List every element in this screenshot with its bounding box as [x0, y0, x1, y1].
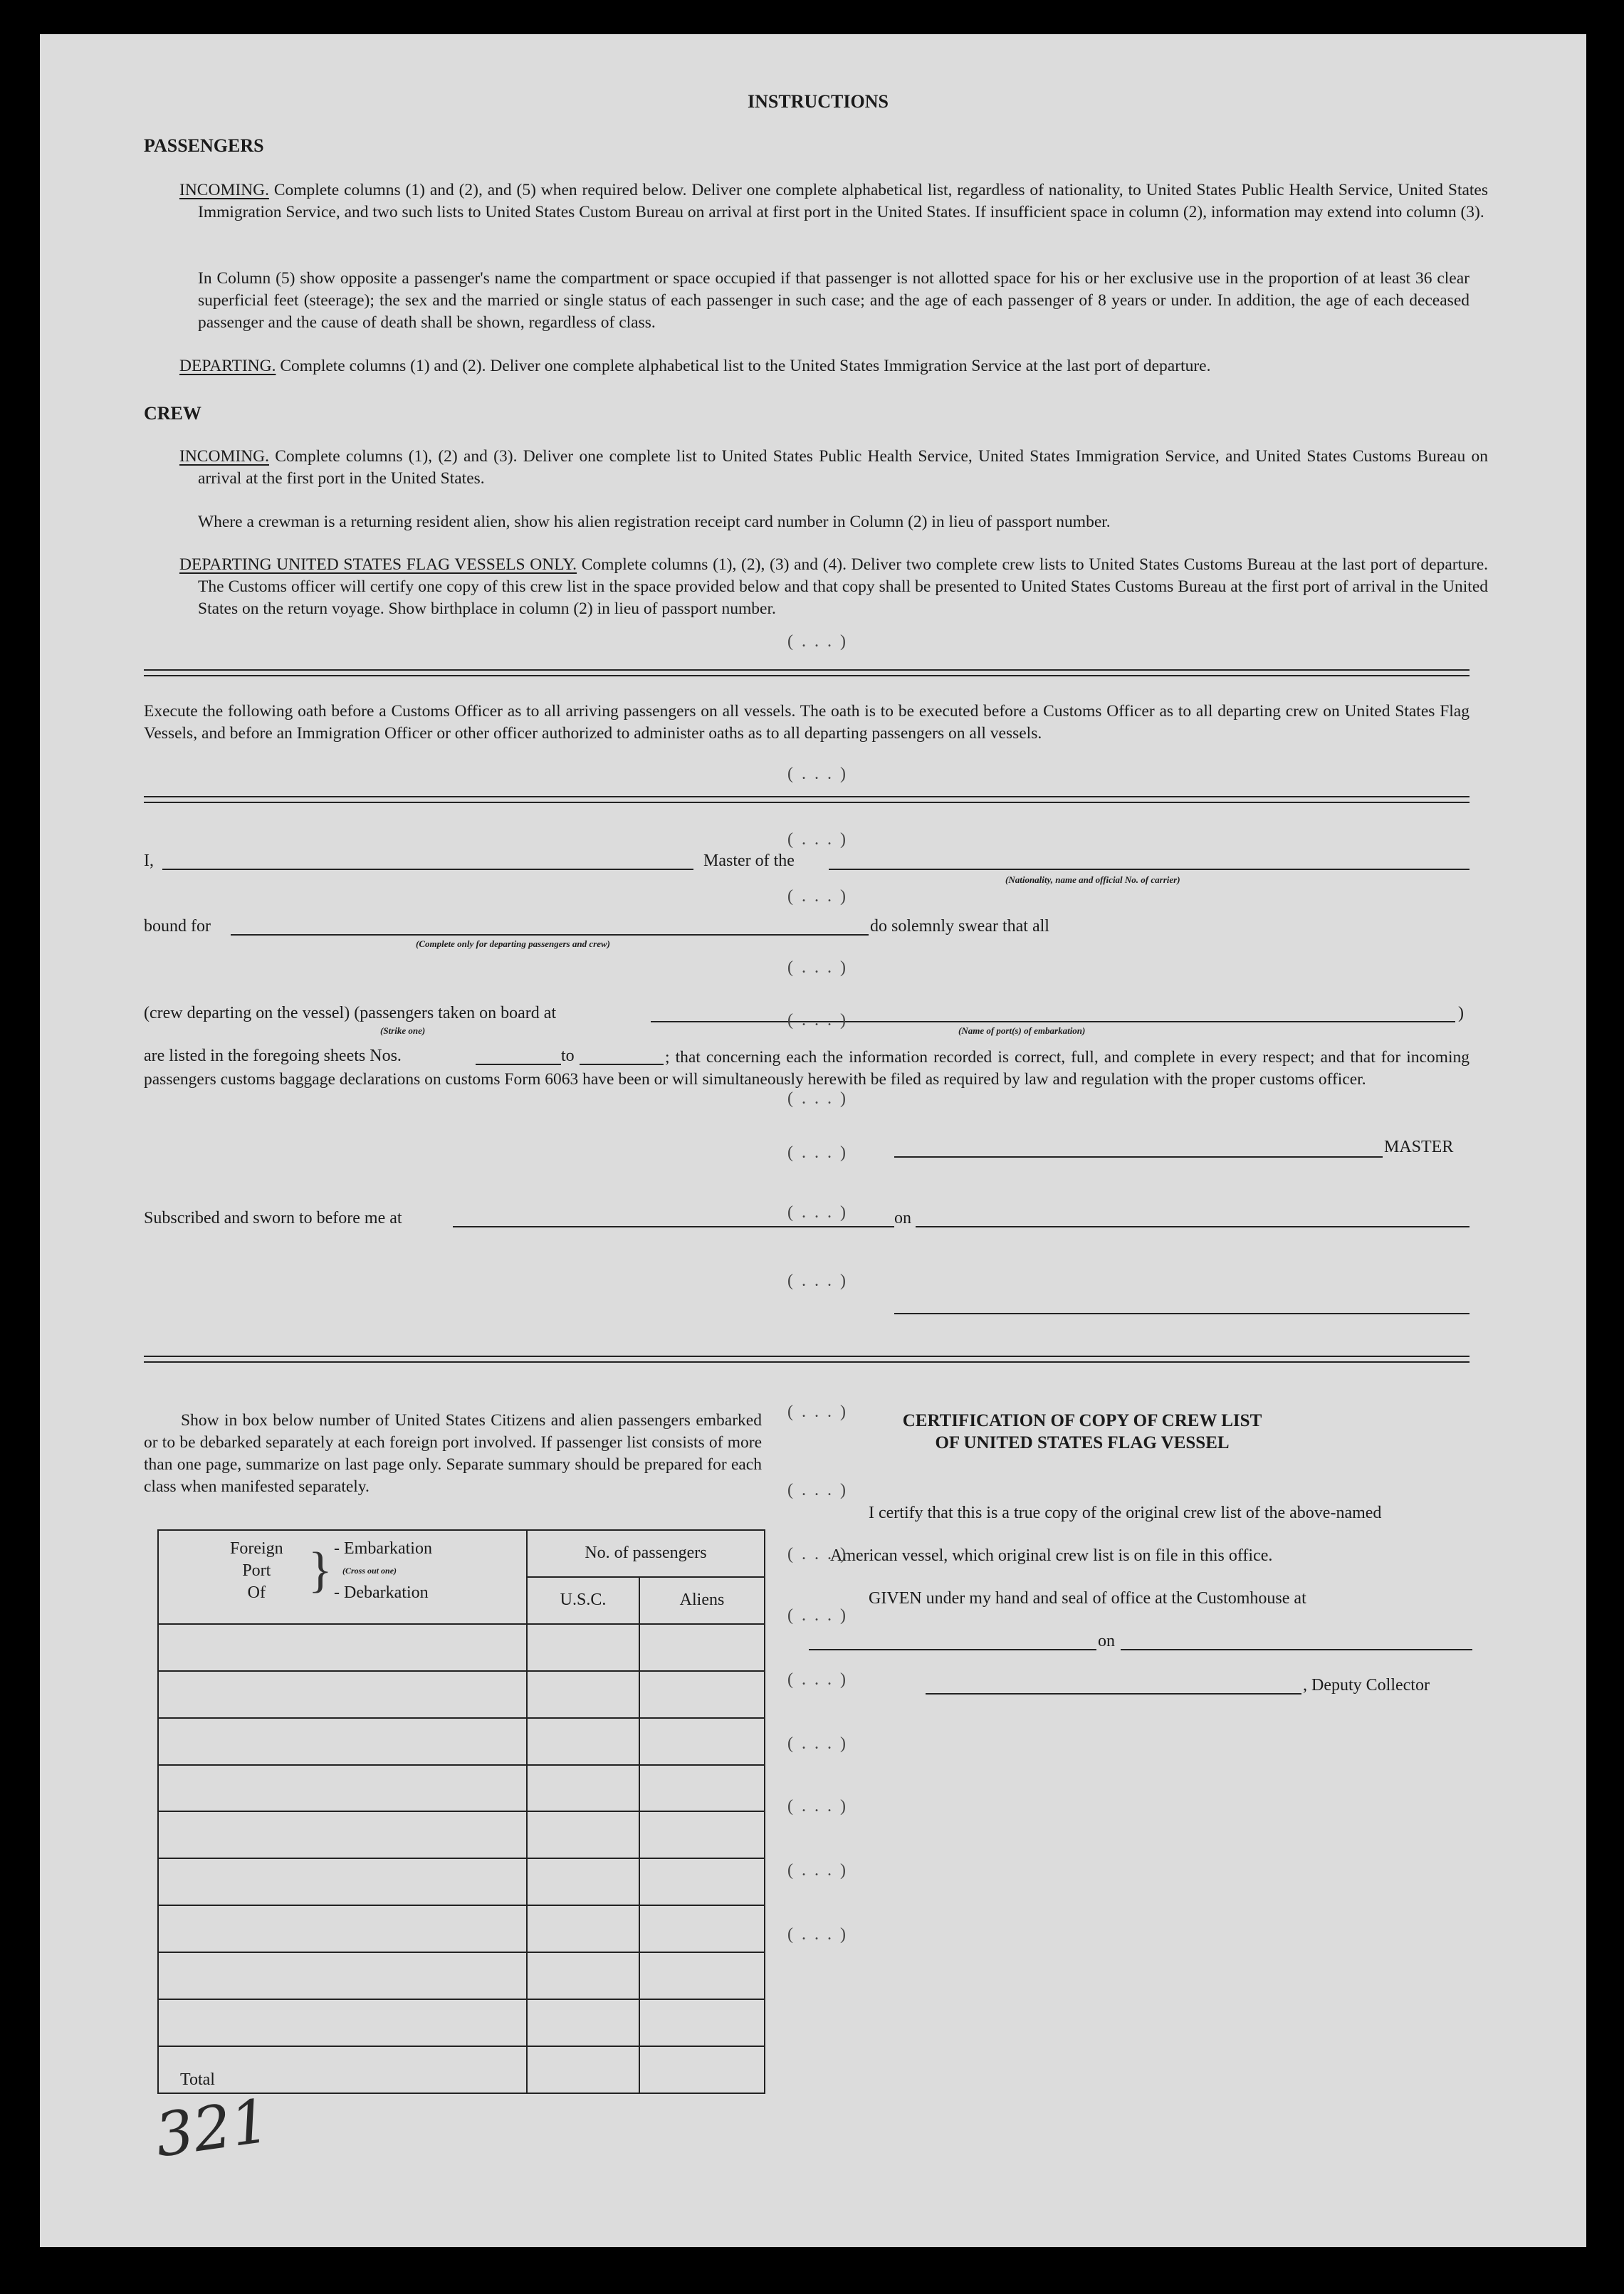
certification-title	[854, 1410, 1310, 1454]
aliens-cell[interactable]	[639, 1718, 765, 1765]
subscribed-on-label: on	[894, 1209, 911, 1227]
aliens-header: Aliens	[639, 1577, 765, 1624]
port-cell[interactable]	[158, 1811, 527, 1858]
bleed-mark: ( . . . )	[787, 1203, 848, 1222]
total-label: Total	[158, 2046, 527, 2093]
bleed-mark: ( . . . )	[787, 887, 848, 906]
bleed-mark: ( . . . )	[787, 1403, 848, 1421]
table-row[interactable]	[158, 1952, 765, 1999]
deputy-collector-signature-field[interactable]	[926, 1693, 1301, 1695]
crew-incoming-paragraph	[179, 446, 1488, 490]
master-name-field[interactable]	[162, 869, 693, 870]
passengers-departing-label: DEPARTING.	[179, 357, 276, 375]
usc-cell[interactable]	[527, 1765, 639, 1812]
bleed-mark: ( . . . )	[787, 1670, 848, 1689]
usc-cell[interactable]	[527, 1999, 639, 2046]
usc-cell[interactable]	[527, 1905, 639, 1952]
bleed-mark: ( . . . )	[787, 1272, 848, 1290]
debarkation-option[interactable]: - Debarkation	[334, 1583, 429, 1602]
subscribed-date-field[interactable]	[916, 1226, 1470, 1227]
bleed-mark: ( . . . )	[787, 1481, 848, 1499]
usc-cell[interactable]	[527, 1952, 639, 1999]
embarkation-ports-field[interactable]	[651, 1021, 1455, 1022]
passengers-departing-text: Complete columns (1) and (2). Deliver one complete alphabetical list to the United States Immigration Service at the last port of departure.	[280, 357, 1211, 375]
passengers-column5-paragraph: In Column (5) show opposite a passenger's name the compartment or space occupied if that passenger is not allotted space for his or her exclusive use in the proportion of at least 36 clear superficial feet (steerage); the sex and the married or single status of each passenger in such case; and the age of each passenger of 8 years or under. In addition, the age of each deceased passenger and the cause of death shall be shown, regardless of class.	[198, 269, 1470, 332]
handwritten-number: 321	[150, 2085, 274, 2171]
crew-heading: CREW	[144, 403, 201, 424]
close-paren: )	[1458, 1004, 1464, 1022]
passengers-incoming-label: INCOMING.	[179, 181, 269, 199]
subscribed-label: Subscribed and sworn to before me at	[144, 1209, 402, 1227]
port-cell[interactable]	[158, 1765, 527, 1812]
bleed-mark: ( . . . )	[787, 1011, 848, 1030]
foreign-port-header	[158, 1530, 527, 1624]
aliens-cell[interactable]	[639, 1999, 765, 2046]
aliens-cell[interactable]	[639, 1671, 765, 1718]
to-label: to	[561, 1047, 575, 1065]
master-of-the-label: Master of the	[703, 852, 795, 870]
num-passengers-header: No. of passengers	[527, 1530, 765, 1577]
table-row[interactable]	[158, 1905, 765, 1952]
ports-caption: (Name of port(s) of embarkation)	[958, 1025, 1086, 1036]
usc-cell[interactable]	[527, 1671, 639, 1718]
aliens-cell[interactable]	[639, 1905, 765, 1952]
crew-incoming-label: INCOMING.	[179, 447, 269, 466]
carrier-caption: (Nationality, name and official No. of carrier)	[1005, 874, 1180, 885]
subscribed-place-field[interactable]	[453, 1226, 894, 1227]
strike-caption: (Strike one)	[380, 1025, 426, 1036]
bleed-mark: ( . . . )	[787, 1734, 848, 1753]
port-cell[interactable]	[158, 1999, 527, 2046]
master-signature-field[interactable]	[894, 1156, 1383, 1158]
crew-departing-label: DEPARTING UNITED STATES FLAG VESSELS ONLY.	[179, 555, 577, 574]
american-text: American vessel, which original crew list is on file in this office.	[830, 1546, 1273, 1565]
of-word: Of	[247, 1583, 266, 1602]
table-row[interactable]	[158, 1999, 765, 2046]
table-row[interactable]	[158, 1671, 765, 1718]
passengers-departing-paragraph	[179, 355, 1470, 377]
divider-rule	[144, 796, 1470, 797]
given-text: GIVEN under my hand and seal of office at the Customhouse at	[869, 1589, 1306, 1608]
officer-signature-field[interactable]	[894, 1313, 1470, 1314]
port-cell[interactable]	[158, 1952, 527, 1999]
page-title: INSTRUCTIONS	[748, 91, 889, 112]
bound-for-field[interactable]	[231, 934, 869, 936]
passengers-incoming-paragraph	[179, 179, 1488, 224]
port-word: Port	[242, 1561, 271, 1580]
aliens-cell[interactable]	[639, 1858, 765, 1905]
swear-label: do solemnly swear that all	[870, 917, 1049, 936]
divider-rule	[144, 669, 1470, 671]
oath-remainder-text: ; that concerning each the information recorded is correct, full, and complete in every respect; and that for incoming passengers customs baggage declarations on customs Form 6063 have been or will simultaneously herewith be filed as required by law and regulation with the proper customs officer.	[144, 1048, 1470, 1089]
bleed-mark: ( . . . )	[787, 1606, 848, 1625]
crew-resident-paragraph: Where a crewman is a returning resident alien, show his alien registration receipt card number in Column (2) in lieu of passport number.	[198, 513, 1111, 531]
crew-incoming-text: Complete columns (1), (2) and (3). Deliver one complete list to United States Public Health Service, United States Immigration Service, and United States Customs Bureau on arrival at the first port in the United States.	[198, 447, 1488, 488]
port-cell[interactable]	[158, 1671, 527, 1718]
cross-out-caption: (Cross out one)	[342, 1566, 397, 1576]
aliens-cell[interactable]	[639, 1811, 765, 1858]
listed-in-label: are listed in the foregoing sheets Nos.	[144, 1047, 402, 1065]
carrier-field[interactable]	[829, 869, 1470, 870]
crew-departing-paragraph	[179, 554, 1488, 620]
usc-cell[interactable]	[527, 1811, 639, 1858]
bleed-mark: ( . . . )	[787, 1545, 848, 1564]
aliens-cell[interactable]	[639, 1624, 765, 1671]
master-label: MASTER	[1384, 1138, 1454, 1156]
port-cell[interactable]	[158, 1718, 527, 1765]
bleed-mark: ( . . . )	[787, 1143, 848, 1162]
bound-for-label: bound for	[144, 917, 211, 936]
usc-cell[interactable]	[527, 1718, 639, 1765]
oath-remainder	[144, 1047, 1470, 1091]
bleed-mark: ( . . . )	[787, 1861, 848, 1880]
bleed-mark: ( . . . )	[787, 830, 848, 849]
summary-instruction: Show in box below number of United States Citizens and alien passengers embarked or to be debarked separately at each foreign port involved. If passenger list consists of more than one page, summarize on last page only. Separate summary should be prepared for each class when manifested separately.	[144, 1411, 762, 1496]
customhouse-place-field[interactable]	[809, 1649, 1096, 1650]
usc-cell[interactable]	[527, 1624, 639, 1671]
bleed-mark: ( . . . )	[787, 1089, 848, 1108]
divider-rule	[144, 1361, 1470, 1363]
certification-on-label: on	[1098, 1632, 1115, 1650]
port-cell[interactable]	[158, 1858, 527, 1905]
crew-departing-text: Complete columns (1), (2), (3) and (4). Deliver two complete crew lists to United States Customs Bureau at the last port of departure. The Customs officer will certify one copy of this crew list in the space provided below and that copy shall be presented to United States Customs Bureau at the first port of arrival in the United States on the return voyage. Show birthplace in column (2) in lieu of passport number.	[198, 555, 1488, 618]
oath-instruction-paragraph: Execute the following oath before a Customs Officer as to all arriving passengers on all vessels. The oath is to be executed before a Customs Officer as to all departing crew on United States Flag Vessels, and before an Immigration Officer or other officer authorized to administer oaths as to all departing passengers on all vessels.	[144, 702, 1470, 743]
certification-title-line1: CERTIFICATION OF COPY OF CREW LIST	[902, 1411, 1262, 1430]
passengers-incoming-text: Complete columns (1) and (2), and (5) when required below. Deliver one complete alphabetical list, regardless of nationality, to United States Public Health Service, United States Immigration Service, and two such lists to United States Custom Bureau on arrival at first port in the United States. If insufficient space in column (2), information may extend into column (3).	[198, 181, 1489, 221]
table-row[interactable]	[158, 1718, 765, 1765]
passengers-heading: PASSENGERS	[144, 135, 264, 156]
oath-i-label: I,	[144, 852, 154, 870]
bleed-mark: ( . . . )	[787, 632, 848, 651]
certify-text: I certify that this is a true copy of the original crew list of the above-named	[869, 1504, 1382, 1522]
embarkation-option[interactable]: - Embarkation	[334, 1539, 432, 1558]
foreign-port-words	[230, 1538, 283, 1604]
usc-cell[interactable]	[527, 1858, 639, 1905]
bleed-mark: ( . . . )	[787, 1797, 848, 1816]
table-row[interactable]	[158, 1858, 765, 1905]
certification-title-line2: OF UNITED STATES FLAG VESSEL	[935, 1433, 1230, 1452]
total-aliens-cell[interactable]	[639, 2046, 765, 2093]
passenger-summary-table	[157, 1529, 765, 2094]
total-row[interactable]	[158, 2046, 765, 2093]
certification-date-field[interactable]	[1121, 1649, 1472, 1650]
bleed-mark: ( . . . )	[787, 958, 848, 977]
deputy-collector-label: , Deputy Collector	[1303, 1676, 1430, 1695]
table-row[interactable]	[158, 1811, 765, 1858]
table-row[interactable]	[158, 1765, 765, 1812]
bleed-mark: ( . . . )	[787, 1925, 848, 1944]
divider-rule	[144, 675, 1470, 676]
aliens-cell[interactable]	[639, 1952, 765, 1999]
divider-rule	[144, 802, 1470, 803]
port-cell[interactable]	[158, 1624, 527, 1671]
embark-options	[334, 1538, 432, 1604]
aliens-cell[interactable]	[639, 1765, 765, 1812]
foreign-word: Foreign	[230, 1539, 283, 1558]
bound-for-caption: (Complete only for departing passengers and crew)	[416, 938, 610, 949]
table-row[interactable]	[158, 1624, 765, 1671]
port-cell[interactable]	[158, 1905, 527, 1952]
divider-rule	[144, 1356, 1470, 1357]
usc-header: U.S.C.	[527, 1577, 639, 1624]
brace-glyph: }	[308, 1543, 332, 1598]
crew-departing-label: (crew departing on the vessel) (passengers taken on board at	[144, 1004, 557, 1022]
bleed-mark: ( . . . )	[787, 765, 848, 783]
total-usc-cell[interactable]	[527, 2046, 639, 2093]
